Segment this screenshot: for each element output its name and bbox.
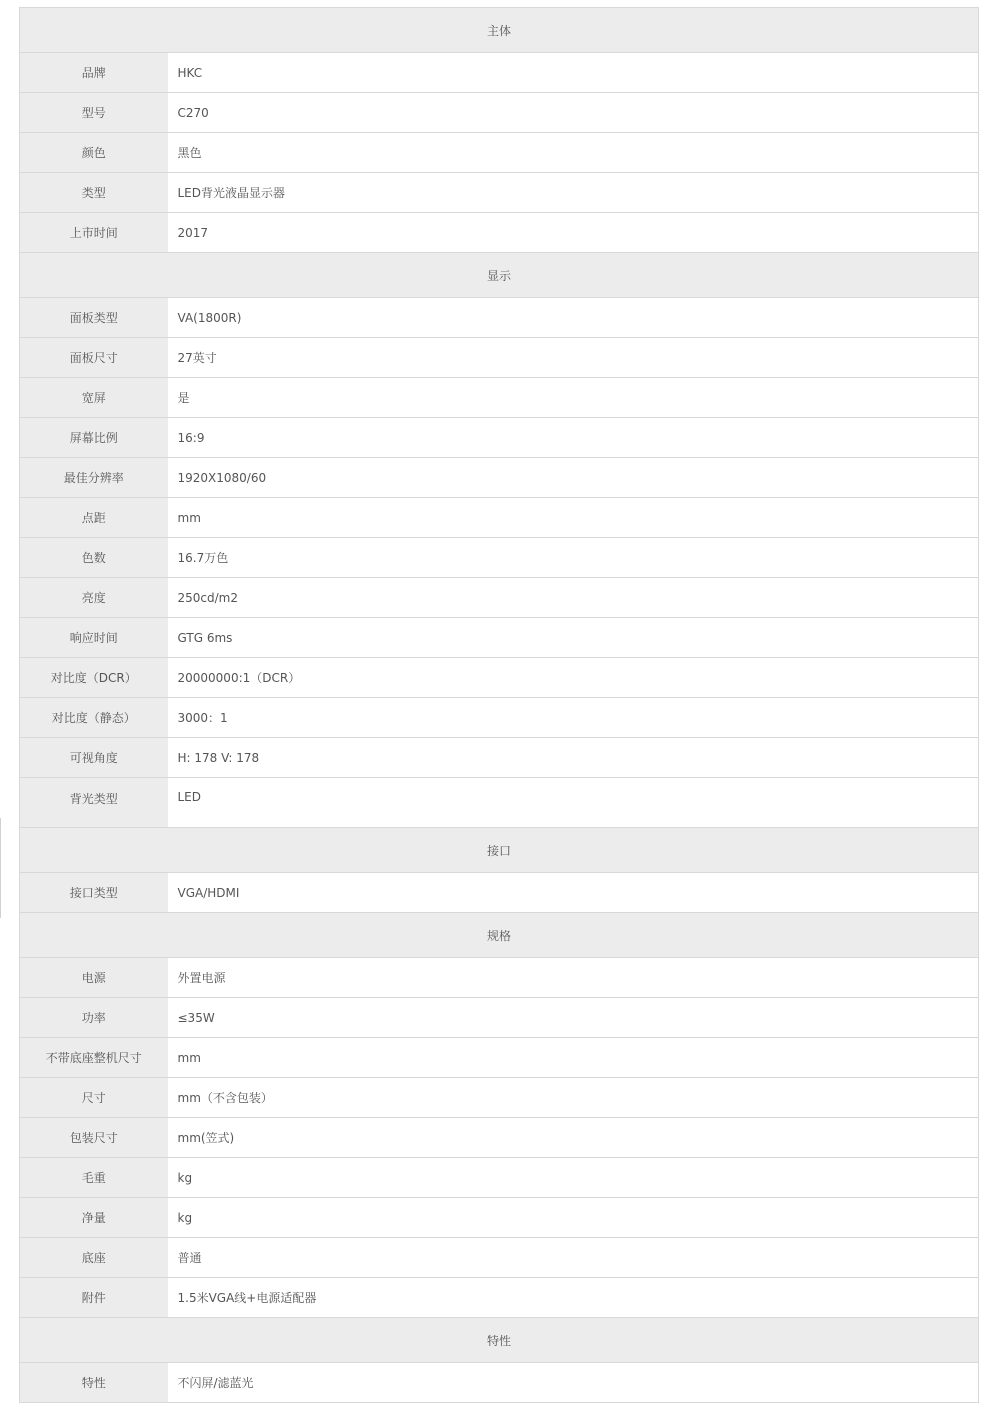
spec-row [20, 338, 979, 378]
spec-row [20, 378, 979, 418]
spec-row [20, 93, 979, 133]
spec-key: 面板类型 [20, 298, 168, 338]
spec-row [20, 133, 979, 173]
section-title: 接口 [20, 828, 979, 873]
spec-value: kg [168, 1198, 979, 1238]
spec-value: 是 [168, 378, 979, 418]
spec-row [20, 738, 979, 778]
spec-value: LED背光液晶显示器 [168, 173, 979, 213]
spec-key: 面板尺寸 [20, 338, 168, 378]
spec-key: 背光类型 [20, 778, 168, 828]
spec-row [20, 1078, 979, 1118]
spec-row [20, 1038, 979, 1078]
spec-row [20, 578, 979, 618]
spec-row [20, 1363, 979, 1403]
spec-value: 外置电源 [168, 958, 979, 998]
spec-row [20, 958, 979, 998]
spec-value: HKC [168, 53, 979, 93]
spec-value: ≤35W [168, 998, 979, 1038]
spec-value: VGA/HDMI [168, 873, 979, 913]
spec-value: 16.7万色 [168, 538, 979, 578]
spec-row [20, 1238, 979, 1278]
spec-row [20, 778, 979, 828]
spec-value: 黑色 [168, 133, 979, 173]
spec-key: 底座 [20, 1238, 168, 1278]
spec-value: mm [168, 1038, 979, 1078]
spec-value: H: 178 V: 178 [168, 738, 979, 778]
spec-key: 颜色 [20, 133, 168, 173]
spec-row [20, 538, 979, 578]
spec-value: 27英寸 [168, 338, 979, 378]
spec-key: 类型 [20, 173, 168, 213]
spec-row [20, 698, 979, 738]
spec-row [20, 998, 979, 1038]
spec-key: 不带底座整机尺寸 [20, 1038, 168, 1078]
spec-value: kg [168, 1158, 979, 1198]
spec-key: 毛重 [20, 1158, 168, 1198]
spec-value: mm [168, 498, 979, 538]
spec-row [20, 658, 979, 698]
spec-key: 接口类型 [20, 873, 168, 913]
spec-row [20, 418, 979, 458]
spec-table-body [20, 8, 979, 1403]
spec-key: 对比度（DCR） [20, 658, 168, 698]
spec-row [20, 618, 979, 658]
section-header-row [20, 253, 979, 298]
spec-value: 不闪屏/滤蓝光 [168, 1363, 979, 1403]
spec-value: 20000000:1（DCR） [168, 658, 979, 698]
section-header-row [20, 8, 979, 53]
spec-row [20, 173, 979, 213]
spec-value: VA(1800R) [168, 298, 979, 338]
section-title: 显示 [20, 253, 979, 298]
spec-row [20, 458, 979, 498]
spec-key: 净量 [20, 1198, 168, 1238]
spec-value: LED [168, 778, 979, 828]
spec-table [19, 7, 979, 1403]
spec-row [20, 1118, 979, 1158]
section-title: 规格 [20, 913, 979, 958]
spec-row [20, 298, 979, 338]
spec-value: 16:9 [168, 418, 979, 458]
spec-value: 1920X1080/60 [168, 458, 979, 498]
spec-key: 上市时间 [20, 213, 168, 253]
section-header-row [20, 1318, 979, 1363]
spec-key: 最佳分辨率 [20, 458, 168, 498]
spec-key: 色数 [20, 538, 168, 578]
spec-key: 宽屏 [20, 378, 168, 418]
spec-row [20, 873, 979, 913]
spec-key: 品牌 [20, 53, 168, 93]
spec-key: 功率 [20, 998, 168, 1038]
spec-value: C270 [168, 93, 979, 133]
spec-key: 响应时间 [20, 618, 168, 658]
spec-row [20, 1158, 979, 1198]
section-header-row [20, 913, 979, 958]
spec-key: 特性 [20, 1363, 168, 1403]
spec-key: 附件 [20, 1278, 168, 1318]
spec-value: 2017 [168, 213, 979, 253]
spec-row [20, 1198, 979, 1238]
section-title: 特性 [20, 1318, 979, 1363]
spec-value: mm(笠式) [168, 1118, 979, 1158]
spec-key: 对比度（静态） [20, 698, 168, 738]
spec-key: 包装尺寸 [20, 1118, 168, 1158]
section-header-row [20, 828, 979, 873]
spec-key: 亮度 [20, 578, 168, 618]
spec-value: GTG 6ms [168, 618, 979, 658]
page-edge-divider [0, 818, 1, 918]
spec-row [20, 1278, 979, 1318]
spec-row [20, 53, 979, 93]
spec-value: 1.5米VGA线+电源适配器 [168, 1278, 979, 1318]
spec-value: 250cd/m2 [168, 578, 979, 618]
spec-key: 尺寸 [20, 1078, 168, 1118]
spec-row [20, 498, 979, 538]
spec-key: 电源 [20, 958, 168, 998]
spec-value: 3000：1 [168, 698, 979, 738]
spec-key: 点距 [20, 498, 168, 538]
spec-row [20, 213, 979, 253]
spec-key: 型号 [20, 93, 168, 133]
spec-value: 普通 [168, 1238, 979, 1278]
spec-value: mm（不含包装） [168, 1078, 979, 1118]
spec-key: 屏幕比例 [20, 418, 168, 458]
section-title: 主体 [20, 8, 979, 53]
spec-key: 可视角度 [20, 738, 168, 778]
